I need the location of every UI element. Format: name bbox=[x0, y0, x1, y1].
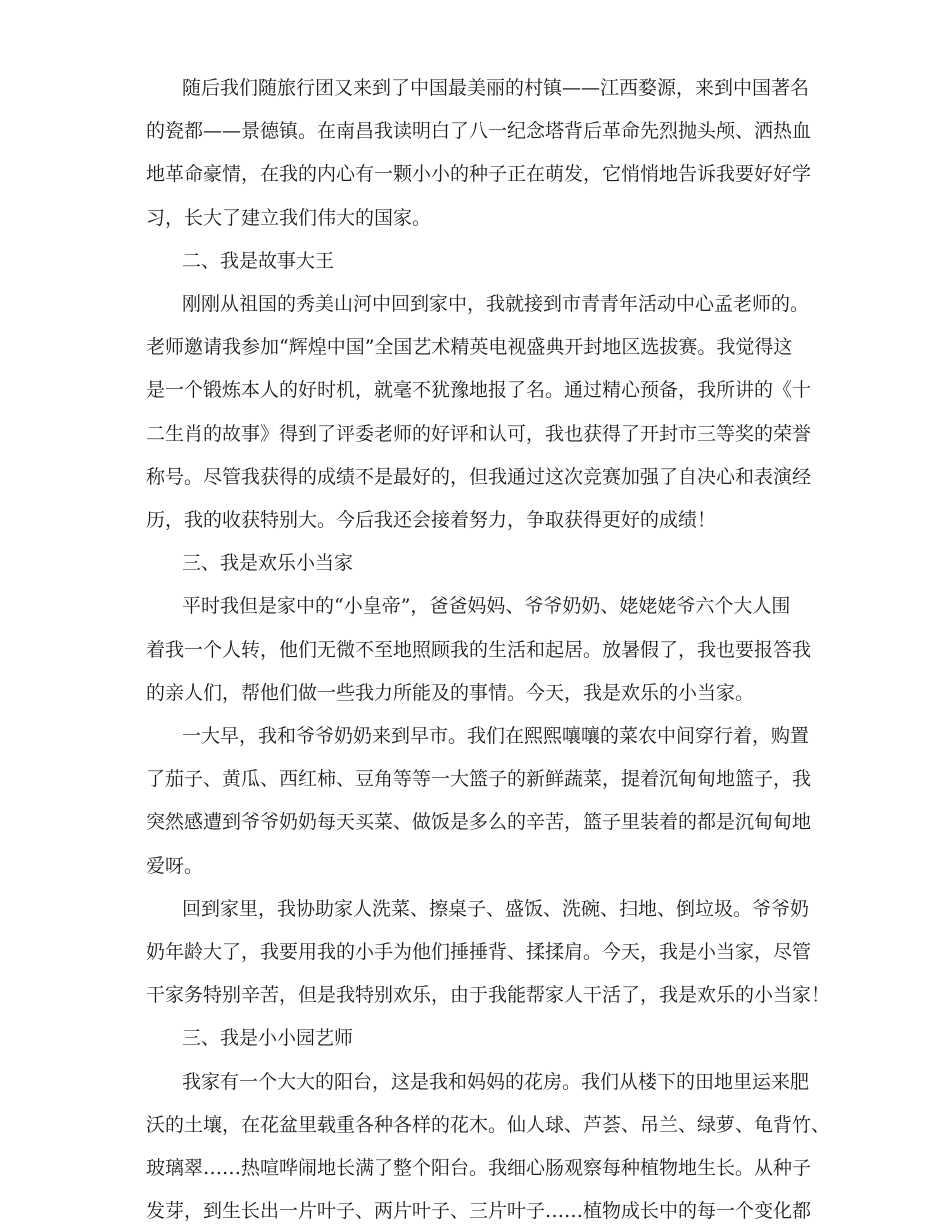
text-line: 的瓷都——景德镇。在南昌我读明白了八一纪念塔背后革命先烈抛头颅、洒热血 bbox=[146, 120, 812, 142]
text-line: 随后我们随旅行团又来到了中国最美丽的村镇——江西婺源，来到中国著名 bbox=[182, 77, 810, 99]
text-line: 老师邀请我参加“辉煌中国”全国艺术精英电视盛典开封地区选拔赛。我觉得这 bbox=[146, 336, 793, 358]
section-heading: 三、我是小小园艺师 bbox=[182, 1027, 354, 1049]
text-line: 地革命豪情，在我的内心有一颗小小的种子正在萌发，它悄悄地告诉我要好好学 bbox=[146, 163, 812, 185]
text-line: 习，长大了建立我们伟大的国家。 bbox=[146, 207, 432, 229]
text-line: 发芽，到生长出一片叶子、两片叶子、三片叶子……植物成长中的每一个变化都 bbox=[146, 1200, 812, 1222]
text-line: 奶年龄大了，我要用我的小手为他们捶捶背、揉揉肩。今天，我是小当家，尽管 bbox=[146, 941, 812, 963]
text-line: 突然感遭到爷爷奶奶每天买菜、做饭是多么的辛苦，篮子里装着的都是沉甸甸地 bbox=[146, 811, 812, 833]
text-line: 我家有一个大大的阳台，这是我和妈妈的花房。我们从楼下的田地里运来肥 bbox=[182, 1071, 810, 1093]
text-line: 二生肖的故事》得到了评委老师的好评和认可，我也获得了开封市三等奖的荣誉 bbox=[146, 423, 812, 445]
text-line: 称号。尽管我获得的成绩不是最好的，但我通过这次竞赛加强了自决心和表演经 bbox=[146, 466, 812, 488]
text-line: 着我一个人转，他们无微不至地照顾我的生活和起居。放暑假了，我也要报答我 bbox=[146, 639, 812, 661]
text-line: 爱呀。 bbox=[146, 855, 204, 877]
text-line: 了茄子、黄瓜、西红柿、豆角等等一大篮子的新鲜蔬菜，提着沉甸甸地篮子，我 bbox=[146, 768, 812, 790]
text-line: 沃的土壤，在花盆里载重各种各样的花木。仙人球、芦荟、吊兰、绿萝、龟背竹、 bbox=[146, 1114, 831, 1136]
text-line: 回到家里，我协助家人洗菜、擦桌子、盛饭、洗碗、扫地、倒垃圾。爷爷奶 bbox=[182, 898, 810, 920]
text-line: 历，我的收获特别大。今后我还会接着努力，争取获得更好的成绩！ bbox=[146, 509, 717, 531]
text-line: 是一个锻炼本人的好时机，就毫不犹豫地报了名。通过精心预备，我所讲的《十 bbox=[146, 379, 812, 401]
text-line: 干家务特别辛苦，但是我特别欢乐，由于我能帮家人干活了，我是欢乐的小当家！ bbox=[146, 984, 831, 1006]
text-line: 玻璃翠……热喧哗闹地长满了整个阳台。我细心肠观察每种植物地生长。从种子 bbox=[146, 1157, 812, 1179]
text-line: 的亲人们，帮他们做一些我力所能及的事情。今天，我是欢乐的小当家。 bbox=[146, 682, 755, 704]
text-line: 一大早，我和爷爷奶奶来到早市。我们在熙熙嚷嚷的菜农中间穿行着，购置 bbox=[182, 725, 810, 747]
text-line: 刚刚从祖国的秀美山河中回到家中，我就接到市青青年活动中心孟老师的。 bbox=[182, 293, 810, 315]
text-line: 平时我但是家中的“小皇帝”，爸爸妈妈、爷爷奶奶、姥姥姥爷六个大人围 bbox=[182, 595, 791, 617]
section-heading: 二、我是故事大王 bbox=[182, 250, 335, 272]
section-heading: 三、我是欢乐小当家 bbox=[182, 552, 354, 574]
